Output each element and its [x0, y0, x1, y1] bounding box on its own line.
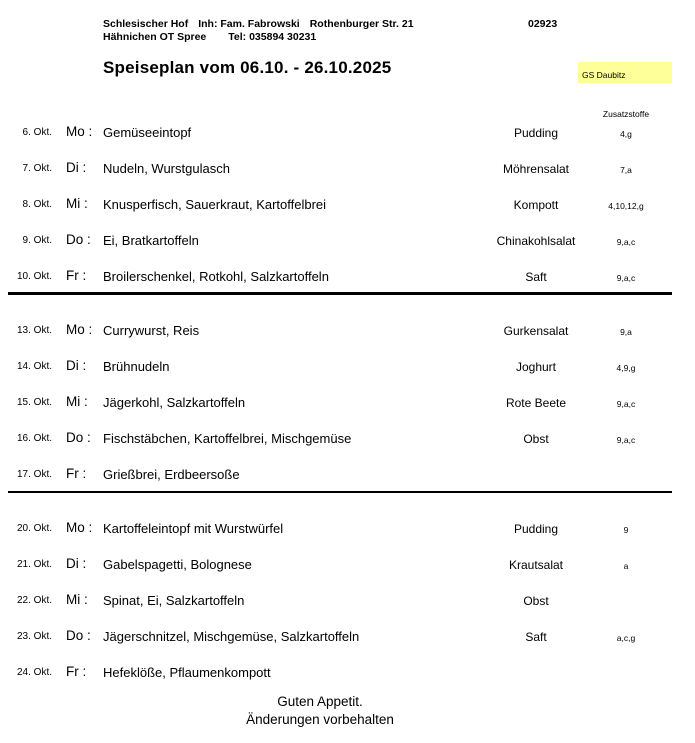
row-additives: 4,9,g [616, 363, 636, 373]
row-side-dish: Kompott [513, 197, 559, 212]
row-meal: Gabelspagetti, Bolognese [103, 556, 252, 572]
row-day: Di : [66, 358, 87, 373]
row-day: Fr : [66, 268, 87, 283]
row-date: 23. Okt. [16, 631, 52, 642]
menu-row [0, 358, 695, 374]
row-additives: 7,a [620, 165, 632, 175]
row-meal: Gemüseeintopf [103, 124, 192, 140]
row-date: 8. Okt. [22, 199, 52, 210]
menu-row [0, 232, 695, 248]
row-day: Mo : [66, 520, 93, 535]
week-separator [8, 491, 672, 493]
row-day: Mi : [66, 196, 88, 211]
row-meal: Nudeln, Wurstgulasch [103, 160, 230, 176]
row-date: 14. Okt. [16, 361, 52, 372]
row-date: 24. Okt. [16, 667, 52, 678]
row-date: 17. Okt. [16, 469, 52, 480]
owner-name: Inh: Fam. Fabrowski [198, 18, 300, 30]
row-day: Di : [66, 556, 87, 571]
week-separator [8, 292, 672, 295]
row-side-dish: Joghurt [515, 359, 557, 374]
row-day: Mi : [66, 592, 88, 607]
letterhead-line2 [103, 31, 414, 44]
row-additives: a,c,g [616, 633, 636, 643]
row-date: 10. Okt. [16, 271, 52, 282]
additives-column-header: Zusatzstoffe [602, 109, 650, 119]
row-day: Do : [66, 430, 91, 445]
postal-code: 02923 [528, 18, 558, 30]
row-date: 22. Okt. [16, 595, 52, 606]
menu-row [0, 592, 695, 608]
row-day: Mi : [66, 394, 88, 409]
row-date: 9. Okt. [22, 235, 52, 246]
row-date: 6. Okt. [22, 127, 52, 138]
menu-row [0, 196, 695, 212]
row-meal: Grießbrei, Erdbeersoße [103, 466, 240, 482]
row-date: 13. Okt. [16, 325, 52, 336]
row-side-dish: Obst [523, 431, 549, 446]
menu-row [0, 394, 695, 410]
row-day: Do : [66, 232, 91, 247]
menu-row [0, 322, 695, 338]
footer [20, 693, 620, 729]
menu-row [0, 556, 695, 572]
row-meal: Ei, Bratkartoffeln [103, 232, 199, 248]
row-day: Fr : [66, 466, 87, 481]
letterhead [103, 18, 414, 43]
menu-row [0, 160, 695, 176]
row-additives: 9,a,c [616, 237, 636, 247]
row-side-dish: Krautsalat [508, 557, 564, 572]
note-badge [578, 62, 672, 83]
row-side-dish: Pudding [513, 125, 559, 140]
row-date: 16. Okt. [16, 433, 52, 444]
row-additives: 4,10,12,g [608, 201, 644, 211]
row-side-dish: Rote Beete [505, 395, 567, 410]
row-date: 7. Okt. [22, 163, 52, 174]
row-day: Do : [66, 628, 91, 643]
row-additives: 9,a,c [616, 435, 636, 445]
street-address: Rothenburger Str. 21 [309, 18, 414, 30]
letterhead-line1 [103, 18, 414, 31]
note-badge-label: GS Daubitz [582, 70, 626, 80]
row-day: Mo : [66, 322, 93, 337]
row-day: Mo : [66, 124, 93, 139]
menu-row [0, 628, 695, 644]
row-meal: Currywurst, Reis [103, 322, 200, 338]
row-additives: 9,a,c [616, 273, 636, 283]
row-additives: 9,a,c [616, 399, 636, 409]
row-additives: 9 [623, 525, 629, 535]
menu-row [0, 664, 695, 680]
row-meal: Brühnudeln [103, 358, 170, 374]
row-side-dish: Chinakohlsalat [496, 233, 576, 248]
footer-line2: Änderungen vorbehalten [246, 712, 394, 727]
row-side-dish: Pudding [513, 521, 559, 536]
page-title: Speiseplan vom 06.10. - 26.10.2025 [103, 58, 392, 77]
row-date: 21. Okt. [16, 559, 52, 570]
row-meal: Kartoffeleintopf mit Wurstwürfel [103, 520, 284, 536]
row-side-dish: Obst [523, 593, 549, 608]
row-side-dish: Gurkensalat [503, 323, 569, 338]
row-meal: Jägerkohl, Salzkartoffeln [103, 394, 246, 410]
row-date: 15. Okt. [16, 397, 52, 408]
row-meal: Spinat, Ei, Salzkartoffeln [103, 592, 245, 608]
row-side-dish: Möhrensalat [502, 161, 570, 176]
menu-row [0, 466, 695, 482]
row-meal: Knusperfisch, Sauerkraut, Kartoffelbrei [103, 196, 327, 212]
menu-row [0, 520, 695, 536]
menu-row [0, 430, 695, 446]
footer-line1: Guten Appetit. [277, 694, 363, 709]
menu-row [0, 124, 695, 140]
row-additives: a [623, 561, 629, 571]
menu-row [0, 268, 695, 284]
row-meal: Fischstäbchen, Kartoffelbrei, Mischgemüse [103, 430, 352, 446]
row-side-dish: Saft [525, 629, 547, 644]
venue-name: Schlesischer Hof [103, 18, 189, 30]
phone-number: Tel: 035894 30231 [228, 30, 317, 43]
row-meal: Hefeklöße, Pflaumenkompott [103, 664, 271, 680]
row-additives: 9,a [620, 327, 632, 337]
town-name: Hähnichen OT Spree [103, 30, 207, 43]
row-date: 20. Okt. [16, 523, 52, 534]
row-side-dish: Saft [525, 269, 547, 284]
row-meal: Broilerschenkel, Rotkohl, Salzkartoffeln [103, 268, 329, 284]
row-day: Di : [66, 160, 87, 175]
row-day: Fr : [66, 664, 87, 679]
row-meal: Jägerschnitzel, Mischgemüse, Salzkartoffeln [103, 628, 360, 644]
row-additives: 4,g [620, 129, 632, 139]
